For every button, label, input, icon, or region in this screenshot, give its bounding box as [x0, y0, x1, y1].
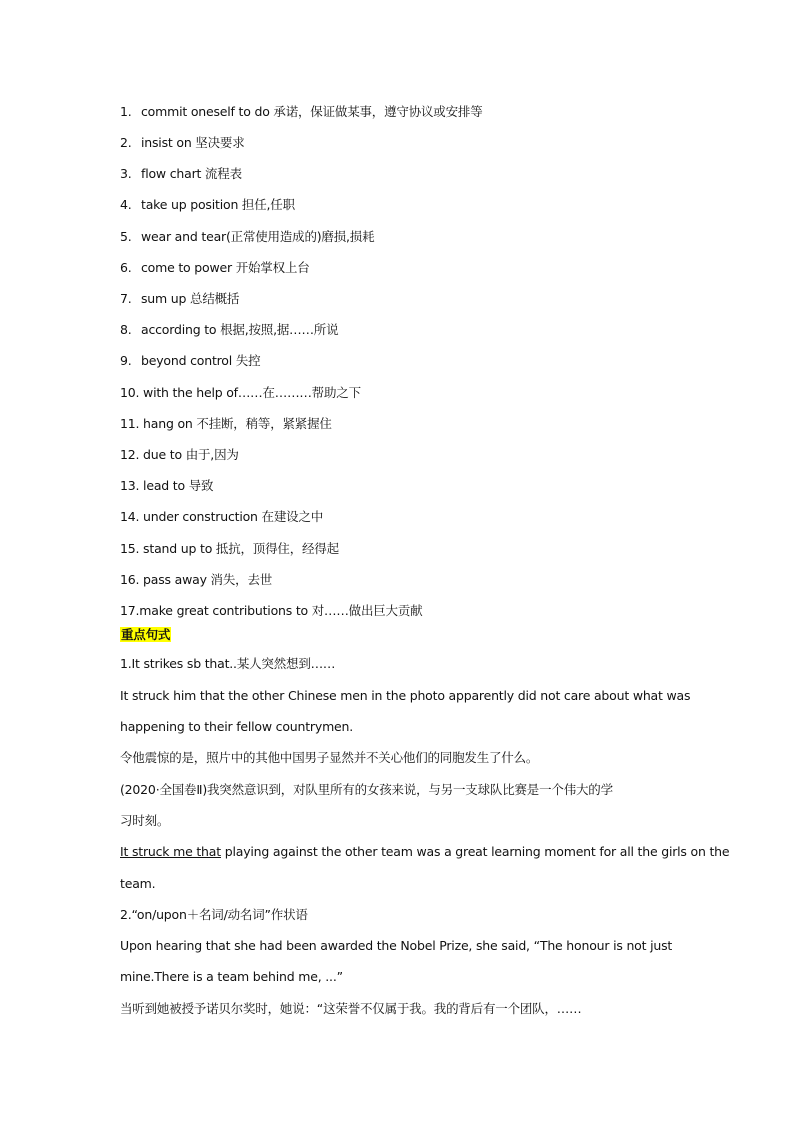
- exam-question: 习时刻。: [120, 813, 170, 828]
- underlined-phrase: It struck me that: [120, 844, 221, 859]
- vocab-item: 11. hang on 不挂断，稍等，紧紧握住: [120, 416, 332, 431]
- vocab-item: 3. flow chart 流程表: [120, 166, 242, 181]
- vocab-item: 7. sum up 总结概括: [120, 291, 240, 306]
- example-english: It struck him that the other Chinese men in the photo apparently did not care about what was: [120, 688, 691, 703]
- vocab-item: 5. wear and tear(正常使用造成的)磨损,损耗: [120, 229, 375, 244]
- vocab-item: 14. under construction 在建设之中: [120, 509, 324, 524]
- vocab-item: 12. due to 由于,因为: [120, 447, 239, 462]
- pattern-title: 2.“on/upon＋名词/动名词”作状语: [120, 907, 308, 922]
- section-heading: 重点句式: [121, 627, 171, 642]
- vocab-item: 1. commit oneself to do 承诺，保证做某事，遵守协议或安排等: [120, 104, 483, 119]
- vocab-item: 9. beyond control 失控: [120, 353, 261, 368]
- example-english: happening to their fellow countrymen.: [120, 719, 354, 734]
- vocab-item: 4. take up position 担任,任职: [120, 197, 295, 212]
- example-english: Upon hearing that she had been awarded the Nobel Prize, she said, “The honour is not just: [120, 938, 673, 953]
- vocab-item: 8. according to 根据,按照,据……所说: [120, 322, 339, 337]
- vocab-item: 10. with the help of……在………帮助之下: [120, 385, 361, 400]
- vocab-item: 2. insist on 坚决要求: [120, 135, 245, 150]
- example-english: mine.There is a team behind me, ...”: [120, 969, 343, 984]
- exam-answer: It struck me that playing against the other team was a great learning moment for all the girls on the: [120, 844, 730, 859]
- vocab-item: 17.make great contributions to 对……做出巨大贡献: [120, 603, 423, 618]
- vocab-item: 16. pass away 消失，去世: [120, 572, 273, 587]
- example-chinese: 当听到她被授予诺贝尔奖时，她说：“这荣誉不仅属于我。我的背后有一个团队，……: [120, 1001, 582, 1016]
- pattern-title: 1.It strikes sb that..某人突然想到……: [120, 656, 336, 671]
- example-chinese: 令他震惊的是，照片中的其他中国男子显然并不关心他们的同胞发生了什么。: [120, 750, 539, 765]
- vocab-item: 15. stand up to 抵抗，顶得住，经得起: [120, 541, 339, 556]
- exam-question: (2020·全国卷Ⅱ)我突然意识到，对队里所有的女孩来说，与另一支球队比赛是一个伟大的学: [120, 782, 613, 797]
- vocab-item: 6. come to power 开始掌权上台: [120, 260, 310, 275]
- vocab-item: 13. lead to 导致: [120, 478, 214, 493]
- exam-answer: team.: [120, 876, 156, 891]
